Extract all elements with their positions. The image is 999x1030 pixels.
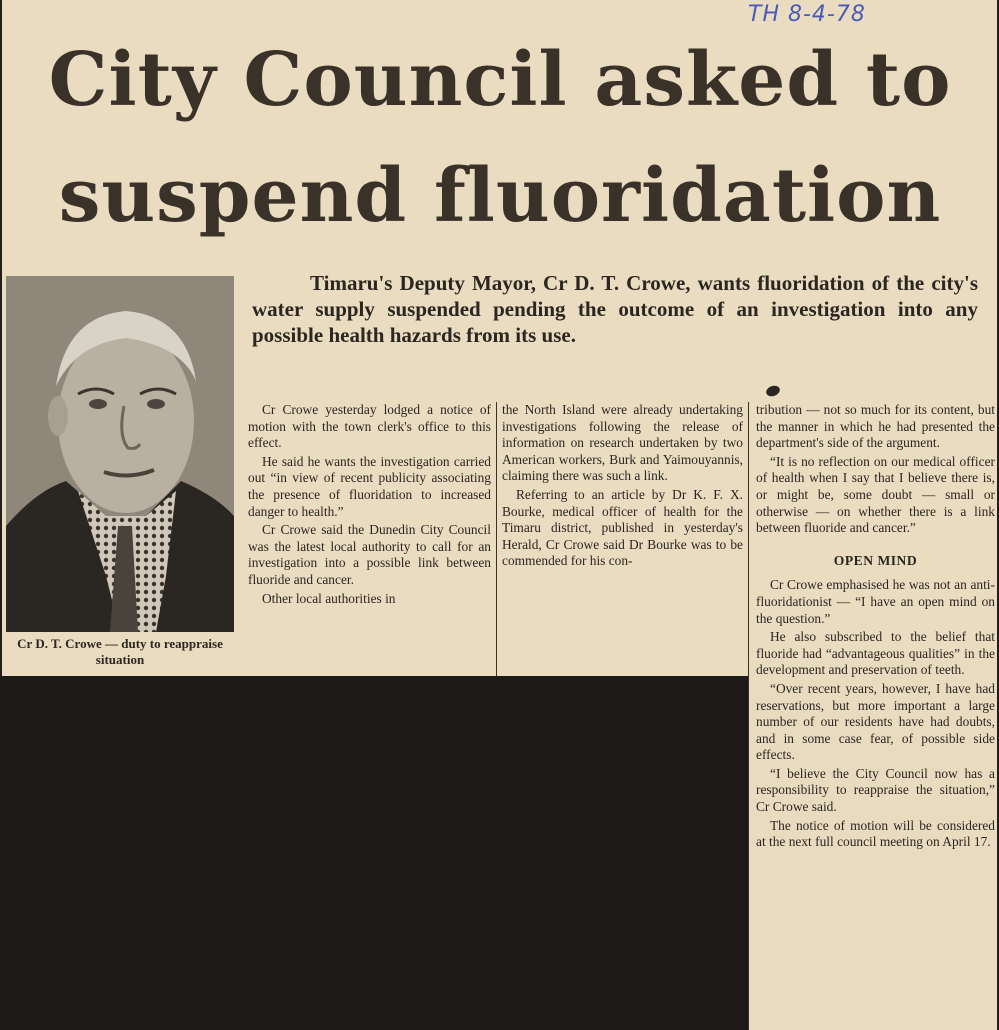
paragraph: “It is no reflection on our medical officer of health when I say that I believe there is, or might be, some doubt — small or otherwise — on whether there is a link between fluoride and cancer.”	[756, 453, 995, 536]
paragraph: the North Island were already undertaking investigations following the release of information on research undertaken by two American workers, Burk and Yaimouyannis, claiming there was such a link.	[502, 402, 743, 484]
paragraph: Referring to an article by Dr K. F. X. Bourke, medical officer of health for the Timaru district, published in yesterday's Herald, Cr Crowe said Dr Bourke was to be commended for his con-	[502, 486, 743, 569]
paragraph: tribution — not so much for its content, but the manner in which he had presented the department's side of the argument.	[756, 402, 995, 451]
paragraph: Cr Crowe said the Dunedin City Council was the latest local authority to call for an investigation into a possible link between fluoride and cancer.	[248, 522, 491, 587]
article-column-2	[502, 402, 743, 570]
portrait-illustration	[6, 276, 234, 632]
paragraph: He also subscribed to the belief that fluoride had “advantageous qualities” in the development and preservation of teeth.	[756, 629, 995, 678]
paragraph: Cr Crowe yesterday lodged a notice of motion with the town clerk's office to this effect.	[248, 402, 491, 451]
headline: City Council asked to suspend fluoridation	[48, 37, 952, 239]
paragraph: Other local authorities in	[262, 590, 396, 606]
handwritten-date-note: TH 8-4-78	[748, 2, 866, 27]
column-divider	[748, 402, 749, 1030]
dark-background	[0, 676, 748, 1030]
photo-caption: Cr D. T. Crowe — duty to reappraise situation	[17, 636, 223, 667]
article-column-1	[248, 402, 491, 607]
subheading: OPEN MIND	[833, 552, 918, 568]
paragraph: He said he wants the investigation carried out “in view of recent publicity associating the presence of fluoridation to increased danger to health.”	[248, 453, 491, 519]
paragraph: The notice of motion will be considered at the next full council meeting on April 17.	[756, 817, 995, 850]
paragraph: Cr Crowe emphasised he was not an anti-fluoridationist — “I have an open mind on the question.”	[756, 577, 995, 626]
column-divider	[496, 402, 497, 676]
paragraph: “Over recent years, however, I have had reservations, but more important a large number of our residents have had doubts, and in some case fear, of possible side effects.	[756, 680, 995, 763]
portrait-photo	[6, 276, 234, 632]
paragraph: “I believe the City Council now has a responsibility to reappraise the situation,” Cr Crowe said.	[756, 765, 995, 815]
standfirst-paragraph: Timaru's Deputy Mayor, Cr D. T. Crowe, wants fluoridation of the city's water supply suspended pending the outcome of an investigation into any possible health hazards from its use.	[252, 271, 978, 347]
article-column-3	[756, 402, 995, 851]
